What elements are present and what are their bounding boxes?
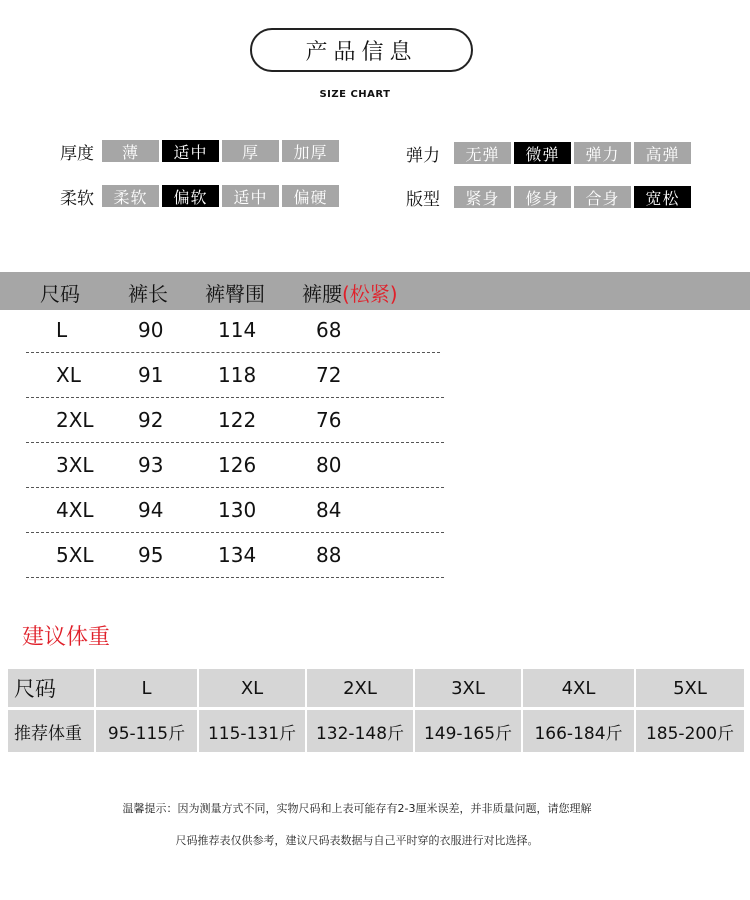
attr-softness: [60, 185, 339, 207]
cell-size: 3XL: [56, 453, 94, 477]
cell-length: 91: [138, 363, 164, 387]
option-chip: 微弹: [514, 142, 571, 164]
subtitle-text: SIZE CHART: [319, 89, 391, 100]
header-size: 尺码: [40, 282, 80, 306]
weight-cell: 132-148斤: [307, 710, 413, 752]
page-title-text: 产品信息: [305, 39, 418, 65]
cell-waist: 80: [316, 453, 342, 477]
table-row: [26, 443, 444, 488]
weight-section-title: 建议体重: [22, 625, 111, 650]
attr-options: [102, 140, 339, 162]
table-row: [26, 533, 444, 578]
option-chip: 加厚: [282, 140, 339, 162]
cell-waist: 72: [316, 363, 342, 387]
cell-length: 92: [138, 408, 164, 432]
cell-waist: 84: [316, 498, 342, 522]
size-table-header: [0, 272, 750, 310]
cell-length: 93: [138, 453, 164, 477]
row-label-size: 尺码: [8, 669, 94, 707]
option-chip: 厚: [222, 140, 279, 162]
cell-hip: 134: [218, 543, 257, 567]
cell-length: 94: [138, 498, 164, 522]
cell-hip: 126: [218, 453, 257, 477]
weight-cell: 166-184斤: [523, 710, 634, 752]
option-chip: 柔软: [102, 185, 159, 207]
attr-label: 柔软: [60, 188, 94, 209]
header-length: 裤长: [128, 282, 168, 306]
header-waist-note: (松紧): [342, 282, 398, 306]
weight-cell: 185-200斤: [636, 710, 744, 752]
cell-hip: 118: [218, 363, 257, 387]
note-reference: 尺码推荐表仅供参考，建议尺码表数据与自己平时穿的衣服进行对比选择。: [175, 834, 539, 847]
weight-cell: 149-165斤: [415, 710, 521, 752]
cell-hip: 130: [218, 498, 257, 522]
size-cell: L: [96, 669, 197, 707]
table-row: [26, 353, 444, 398]
attr-options: [454, 186, 691, 208]
cell-length: 95: [138, 543, 164, 567]
option-chip: 紧身: [454, 186, 511, 208]
option-chip: 适中: [222, 185, 279, 207]
size-cell: 4XL: [523, 669, 634, 707]
attr-thickness: [60, 140, 339, 162]
row-divider: [26, 577, 444, 578]
page-title: [250, 28, 473, 72]
subtitle: [0, 89, 710, 100]
size-cell: 3XL: [415, 669, 521, 707]
weight-table: [8, 669, 744, 755]
option-chip: 宽松: [634, 186, 691, 208]
weight-row-weights: [8, 710, 744, 752]
row-label-weight: 推荐体重: [8, 710, 94, 752]
attr-label: 弹力: [406, 145, 440, 166]
attr-label: 版型: [406, 189, 440, 210]
cell-length: 90: [138, 318, 164, 342]
cell-size: 2XL: [56, 408, 94, 432]
option-chip: 高弹: [634, 142, 691, 164]
weight-cell: 115-131斤: [199, 710, 305, 752]
table-row: [26, 308, 444, 353]
table-row: [26, 398, 444, 443]
size-cell: XL: [199, 669, 305, 707]
option-chip: 偏软: [162, 185, 219, 207]
option-chip: 薄: [102, 140, 159, 162]
option-chip: 修身: [514, 186, 571, 208]
header-waist-label: 裤腰: [302, 282, 342, 306]
note-measurement: 温馨提示：因为测量方式不同，实物尺码和上表可能存有2-3厘米误差，并非质量问题，请您理解: [122, 802, 592, 815]
option-chip: 弹力: [574, 142, 631, 164]
attr-fit: [406, 186, 691, 208]
weight-row-sizes: [8, 669, 744, 707]
header-hip: 裤臀围: [205, 282, 265, 306]
cell-size: 5XL: [56, 543, 94, 567]
cell-hip: 114: [218, 318, 257, 342]
option-chip: 偏硬: [282, 185, 339, 207]
option-chip: 无弹: [454, 142, 511, 164]
cell-size: XL: [56, 363, 81, 387]
attr-options: [454, 142, 691, 164]
attr-options: [102, 185, 339, 207]
option-chip: 适中: [162, 140, 219, 162]
option-chip: 合身: [574, 186, 631, 208]
header-waist: [302, 278, 398, 307]
cell-size: L: [56, 318, 68, 342]
weight-cell: 95-115斤: [96, 710, 197, 752]
size-cell: 2XL: [307, 669, 413, 707]
size-cell: 5XL: [636, 669, 744, 707]
table-row: [26, 488, 444, 533]
cell-waist: 88: [316, 543, 342, 567]
cell-size: 4XL: [56, 498, 94, 522]
cell-hip: 122: [218, 408, 257, 432]
cell-waist: 68: [316, 318, 342, 342]
cell-waist: 76: [316, 408, 342, 432]
attr-label: 厚度: [60, 143, 94, 164]
attr-elasticity: [406, 142, 691, 164]
